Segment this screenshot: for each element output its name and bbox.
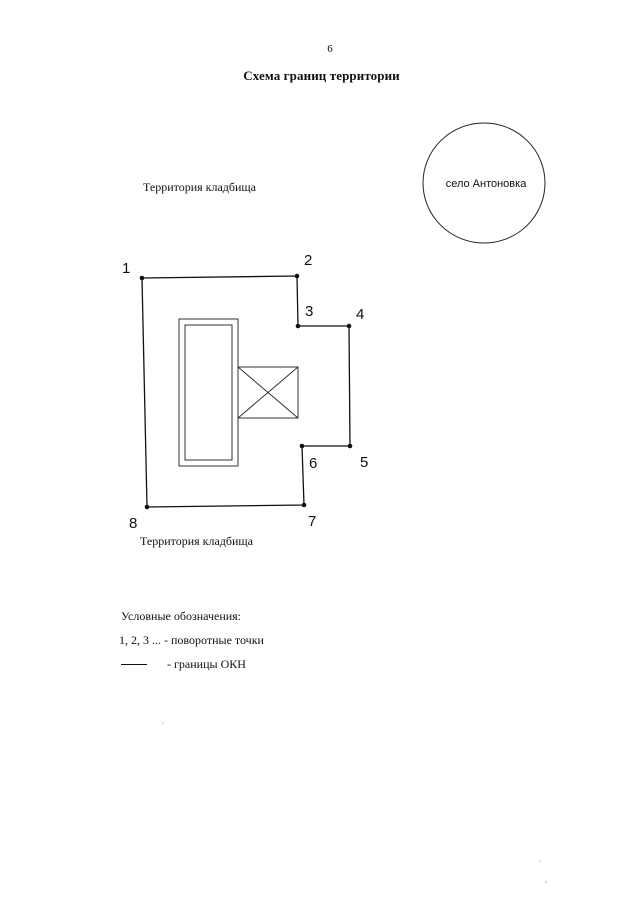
point-label-4: 4 — [356, 306, 365, 323]
legend-title: Условные обозначения: — [121, 609, 242, 623]
point-dot-2 — [295, 274, 300, 279]
territory-label-bottom: Территория кладбища — [140, 534, 253, 548]
turning-point-labels — [122, 252, 368, 532]
territory-label-top: Территория кладбища — [143, 180, 256, 194]
point-label-3: 3 — [305, 303, 314, 320]
point-label-8: 8 — [129, 515, 138, 532]
okn-boundary — [142, 276, 350, 507]
page-title: Схема границ территории — [243, 68, 400, 83]
point-dot-3 — [296, 324, 301, 329]
page-number: 6 — [327, 43, 333, 55]
point-dot-1 — [140, 276, 145, 281]
crossed-square — [238, 367, 298, 418]
point-label-6: 6 — [309, 455, 318, 472]
turning-point-dots — [140, 274, 353, 510]
scan-speck — [162, 722, 163, 723]
point-label-2: 2 — [304, 252, 313, 269]
legend-line-sample — [121, 664, 147, 665]
scan-speck — [545, 881, 546, 882]
settlement-marker — [423, 123, 545, 243]
point-dot-7 — [302, 503, 307, 508]
legend-boundary-text: - границы ОКН — [167, 657, 246, 671]
scan-speck — [539, 860, 540, 861]
point-label-5: 5 — [360, 454, 369, 471]
legend-boundary — [121, 657, 246, 672]
building-inner — [185, 325, 232, 460]
settlement-label: село Антоновка — [445, 178, 527, 190]
point-label-7: 7 — [308, 513, 317, 530]
legend-points: 1, 2, 3 ... - поворотные точки — [119, 633, 264, 647]
point-dot-4 — [347, 324, 352, 329]
point-label-1: 1 — [122, 260, 131, 277]
point-dot-5 — [348, 444, 353, 449]
building-outer — [179, 319, 238, 466]
point-dot-8 — [145, 505, 150, 510]
point-dot-6 — [300, 444, 305, 449]
